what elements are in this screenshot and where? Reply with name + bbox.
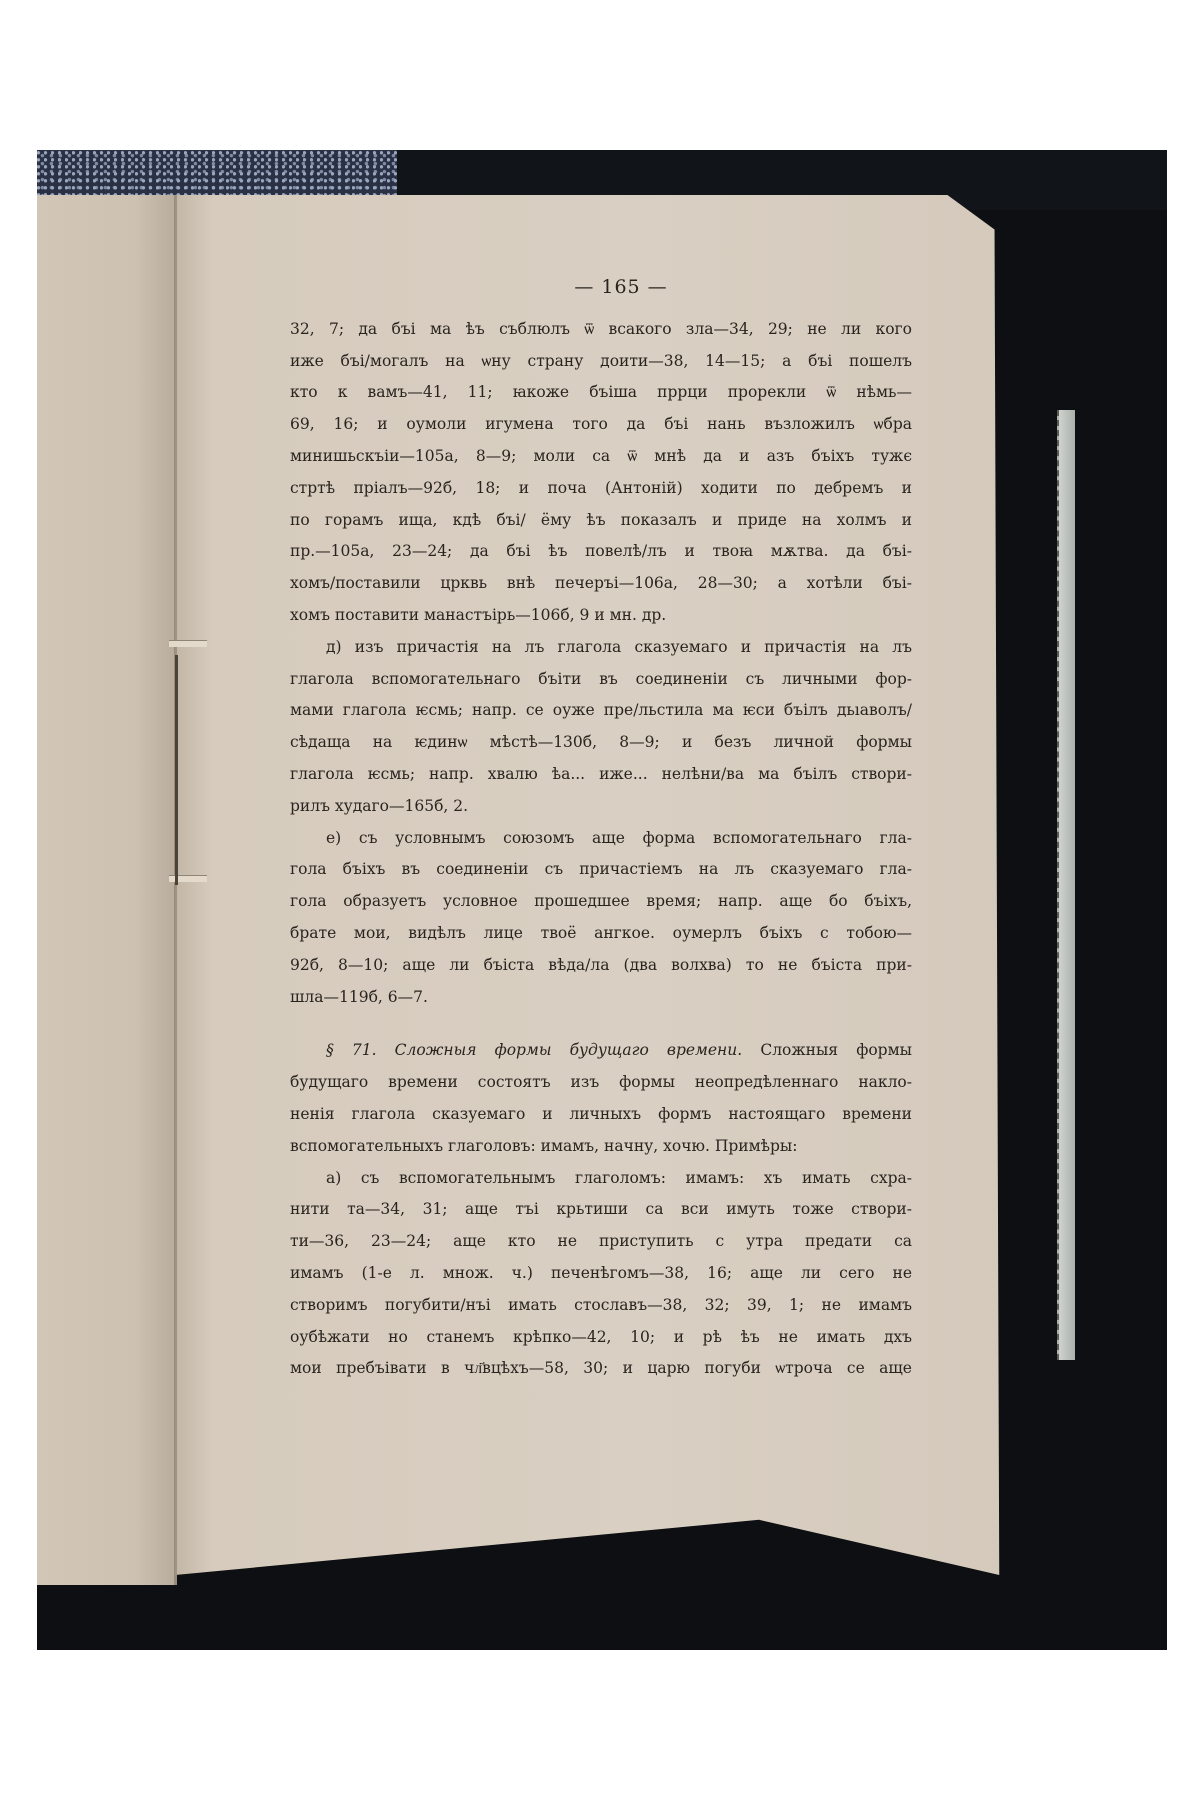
binding-stitch <box>169 640 207 647</box>
text-line: мои пребъівати в чл҃вцѣхъ—58, 30; и царю погуби ѡтроча се аще <box>290 1359 912 1378</box>
text-line: хомъ/поставили црквь внѣ печеръі—106а, 28—30; а хотѣли бъі- <box>290 574 912 593</box>
left-page <box>37 195 177 1585</box>
text-line: имамъ (1-е л. множ. ч.) печенѣгомъ—38, 16; аще ли сего не <box>290 1263 912 1282</box>
text-line: оубѣжати но станемъ крѣпко—42, 10; и рѣ ѣъ не имать дхъ <box>290 1327 912 1346</box>
text-line <box>290 1035 912 1067</box>
text-line: вспомогательныхъ глаголовъ: имамъ, начну, хочю. Примѣры: <box>290 1136 798 1155</box>
text-line: рилъ худаго—165б, 2. <box>290 796 469 815</box>
text-line: брате мои, видѣлъ лице твоё ангкое. оумерлъ бъіхъ с тобою— <box>290 923 912 942</box>
text-line: 32, 7; да бъі ма ѣъ съблюлъ ѿ всакого зла—34, 29; не ли кого <box>290 319 912 338</box>
text-line: минишьскъіи—105а, 8—9; моли са ѿ мнѣ да и азъ бъіхъ тужє <box>290 446 912 465</box>
binding-thread <box>175 655 178 885</box>
text-line: е) съ условнымъ союзомъ аще форма вспомогательнаго гла- <box>326 828 912 847</box>
text-line: по горамъ ища, кдѣ бъі/ ёму ѣъ показалъ и приде на холмъ и <box>290 510 912 529</box>
text-line: хомъ поставити манастъірь—106б, 9 и мн. др. <box>290 605 667 624</box>
text-line: сѣдаща на ѥдинѡ мѣстѣ—130б, 8—9; и безъ личной формы <box>290 733 912 752</box>
paragraph-d <box>290 632 912 823</box>
text-line: гола бъіхъ въ соединеніи съ причастіемъ на лъ сказуемаго гла- <box>290 860 912 879</box>
page-text <box>290 272 912 1385</box>
text-line: 92б, 8—10; аще ли бъіста вѣда/ла (два волхва) то не бъіста при- <box>290 955 912 974</box>
book-gutter <box>174 195 177 1585</box>
page-number: — 165 — <box>574 276 668 298</box>
text-line: будущаго времени состоятъ изъ формы неопредѣленнаго накло- <box>290 1073 912 1092</box>
text-line: гола образуетъ условное прошедшее время; напр. аще бо бъіхъ, <box>290 892 912 911</box>
section-text: Сложныя формы <box>760 1041 912 1060</box>
text-line: стртѣ прiалъ—92б, 18; и поча (Антоній) ходити по дебремъ и <box>290 478 912 497</box>
text-line: ненія глагола сказуемаго и личныхъ формъ настоящаго времени <box>290 1104 912 1123</box>
text-line: ти—36, 23—24; аще кто не приступить с утра предати са <box>290 1232 912 1251</box>
book-photo <box>37 150 1167 1650</box>
paragraph-examples-continued <box>290 314 912 632</box>
paragraph-a <box>290 1163 912 1386</box>
text-line: 69, 16; и оумоли игумена того да бъі нань възложилъ ѡбра <box>290 415 912 434</box>
text-line: нити та—34, 31; аще тъі крьтиши са вси имуть тоже створи- <box>290 1200 912 1219</box>
text-line: д) изъ причастія на лъ глагола сказуемаго и причастія на лъ <box>326 637 912 656</box>
text-line: шла—119б, 6—7. <box>290 987 428 1006</box>
paragraph-e <box>290 823 912 1014</box>
text-line: створимъ погубити/нъі имать стославъ—38, 32; 39, 1; не имамъ <box>290 1295 912 1314</box>
text-line: глагола вспомогательнаго бъіти въ соединеніи съ личными фор- <box>290 669 912 688</box>
text-line: кто к вамъ—41, 11; ꙗкоже бъіша пррци прорекли ѿ нѣмь— <box>290 383 912 402</box>
section-71 <box>290 1035 912 1162</box>
text-line: иже бъі/могалъ на ѡну страну доити—38, 14—15; а бъі пошелъ <box>290 351 912 370</box>
text-line: мами глагола ѥсмь; напр. се оуже пре/льстила ма ѥси бъілъ дьıаволъ/ <box>290 701 912 720</box>
text-line: глагола ѥсмь; напр. хвалю ѣа... иже... нелѣни/ва ма бъілъ створи- <box>290 764 912 783</box>
text-line: а) съ вспомогательнымъ глаголомъ: имамъ: хъ имать схра- <box>326 1168 912 1187</box>
text-line: пр.—105а, 23—24; да бъі ѣъ повелѣ/лъ и твоꙗ мѫтва. да бъі- <box>290 542 912 561</box>
section-heading: § 71. Сложныя формы будущаго времени. <box>326 1041 743 1060</box>
page-edge-stack <box>1057 410 1075 1360</box>
